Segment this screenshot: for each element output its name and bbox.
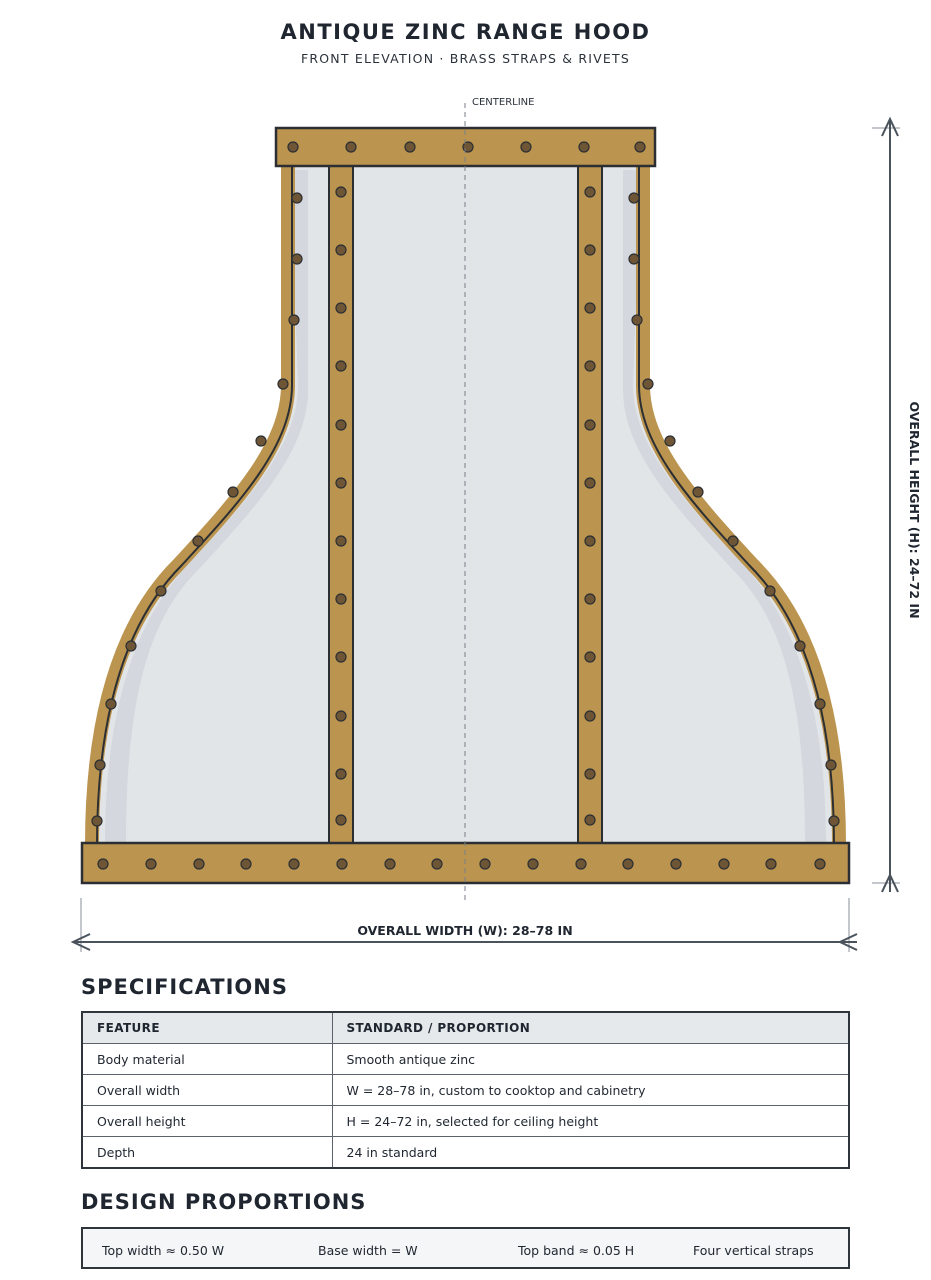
- rivet: [292, 193, 302, 203]
- rivet: [336, 361, 346, 371]
- rivet: [92, 816, 102, 826]
- vertical-strap-right: [578, 165, 602, 845]
- rivet: [765, 586, 775, 596]
- rivet: [826, 760, 836, 770]
- rivet: [585, 711, 595, 721]
- feature-cell: Overall width: [82, 1075, 332, 1106]
- rivet: [585, 420, 595, 430]
- rivet: [585, 187, 595, 197]
- rivet: [585, 769, 595, 779]
- rivet: [432, 859, 442, 869]
- rivet: [576, 859, 586, 869]
- rivet: [98, 859, 108, 869]
- rivet: [156, 586, 166, 596]
- rivet: [585, 652, 595, 662]
- rivet: [336, 652, 346, 662]
- rivet: [629, 193, 639, 203]
- specifications-table: [81, 1011, 850, 1169]
- rivet: [385, 859, 395, 869]
- rivet: [289, 315, 299, 325]
- rivet: [336, 187, 346, 197]
- rivet: [766, 859, 776, 869]
- standard-cell: 24 in standard: [332, 1137, 849, 1169]
- rivet: [829, 816, 839, 826]
- rivet: [336, 815, 346, 825]
- rivet: [585, 536, 595, 546]
- table-row: [82, 1075, 849, 1106]
- rivet: [193, 536, 203, 546]
- rivet: [693, 487, 703, 497]
- rivet: [728, 536, 738, 546]
- rivet: [336, 303, 346, 313]
- rivet: [292, 254, 302, 264]
- rivet: [336, 711, 346, 721]
- proportion-item: Top width ≈ 0.50 W: [102, 1243, 225, 1258]
- rivet: [194, 859, 204, 869]
- rivet: [288, 142, 298, 152]
- rivet: [585, 478, 595, 488]
- rivet: [336, 478, 346, 488]
- proportion-item: Top band ≈ 0.05 H: [518, 1243, 635, 1258]
- rivet: [405, 142, 415, 152]
- standard-cell: Smooth antique zinc: [332, 1044, 849, 1075]
- rivet: [815, 699, 825, 709]
- rivet: [146, 859, 156, 869]
- hood-body: [95, 160, 838, 845]
- rivet: [106, 699, 116, 709]
- rivet: [289, 859, 299, 869]
- rivet: [95, 760, 105, 770]
- centerline-label: CENTERLINE: [472, 97, 535, 108]
- rivet: [795, 641, 805, 651]
- proportion-item: Four vertical straps: [693, 1243, 814, 1258]
- vertical-strap-left: [329, 165, 353, 845]
- rivet: [665, 436, 675, 446]
- column-header: STANDARD / PROPORTION: [332, 1012, 849, 1044]
- proportions-box: [81, 1227, 850, 1269]
- rivet: [241, 859, 251, 869]
- rivet: [585, 245, 595, 255]
- width-label: OVERALL WIDTH (W): 28–78 IN: [357, 923, 573, 938]
- column-header: FEATURE: [82, 1012, 332, 1044]
- rivet: [480, 859, 490, 869]
- rivet: [635, 142, 645, 152]
- rivet: [585, 361, 595, 371]
- table-row: [82, 1137, 849, 1169]
- rivet: [585, 815, 595, 825]
- rivet: [278, 379, 288, 389]
- rivet: [719, 859, 729, 869]
- rivet: [629, 254, 639, 264]
- rivet: [521, 142, 531, 152]
- rivet: [585, 594, 595, 604]
- rivet: [671, 859, 681, 869]
- feature-cell: Body material: [82, 1044, 332, 1075]
- standard-cell: W = 28–78 in, custom to cooktop and cabinetry: [332, 1075, 849, 1106]
- proportions-heading: DESIGN PROPORTIONS: [81, 1190, 367, 1214]
- proportion-item: Base width = W: [318, 1243, 418, 1258]
- page-subtitle: FRONT ELEVATION · BRASS STRAPS & RIVETS: [300, 51, 630, 66]
- rivet: [336, 420, 346, 430]
- rivet: [585, 303, 595, 313]
- rivet: [579, 142, 589, 152]
- rivet: [528, 859, 538, 869]
- rivet: [336, 769, 346, 779]
- rivet: [336, 594, 346, 604]
- table-header-row: [82, 1012, 849, 1044]
- rivet: [623, 859, 633, 869]
- rivet: [815, 859, 825, 869]
- table-row: [82, 1044, 849, 1075]
- feature-cell: Depth: [82, 1137, 332, 1169]
- rivet: [228, 487, 238, 497]
- standard-cell: H = 24–72 in, selected for ceiling height: [332, 1106, 849, 1137]
- rivet: [643, 379, 653, 389]
- rivet: [337, 859, 347, 869]
- height-label: OVERALL HEIGHT (H): 24–72 IN: [907, 401, 922, 619]
- rivet: [256, 436, 266, 446]
- rivet: [632, 315, 642, 325]
- rivet: [346, 142, 356, 152]
- specifications-heading: SPECIFICATIONS: [81, 975, 288, 999]
- table-row: [82, 1106, 849, 1137]
- rivet: [336, 536, 346, 546]
- feature-cell: Overall height: [82, 1106, 332, 1137]
- page-title: ANTIQUE ZINC RANGE HOOD: [280, 20, 651, 44]
- rivet: [336, 245, 346, 255]
- rivet: [126, 641, 136, 651]
